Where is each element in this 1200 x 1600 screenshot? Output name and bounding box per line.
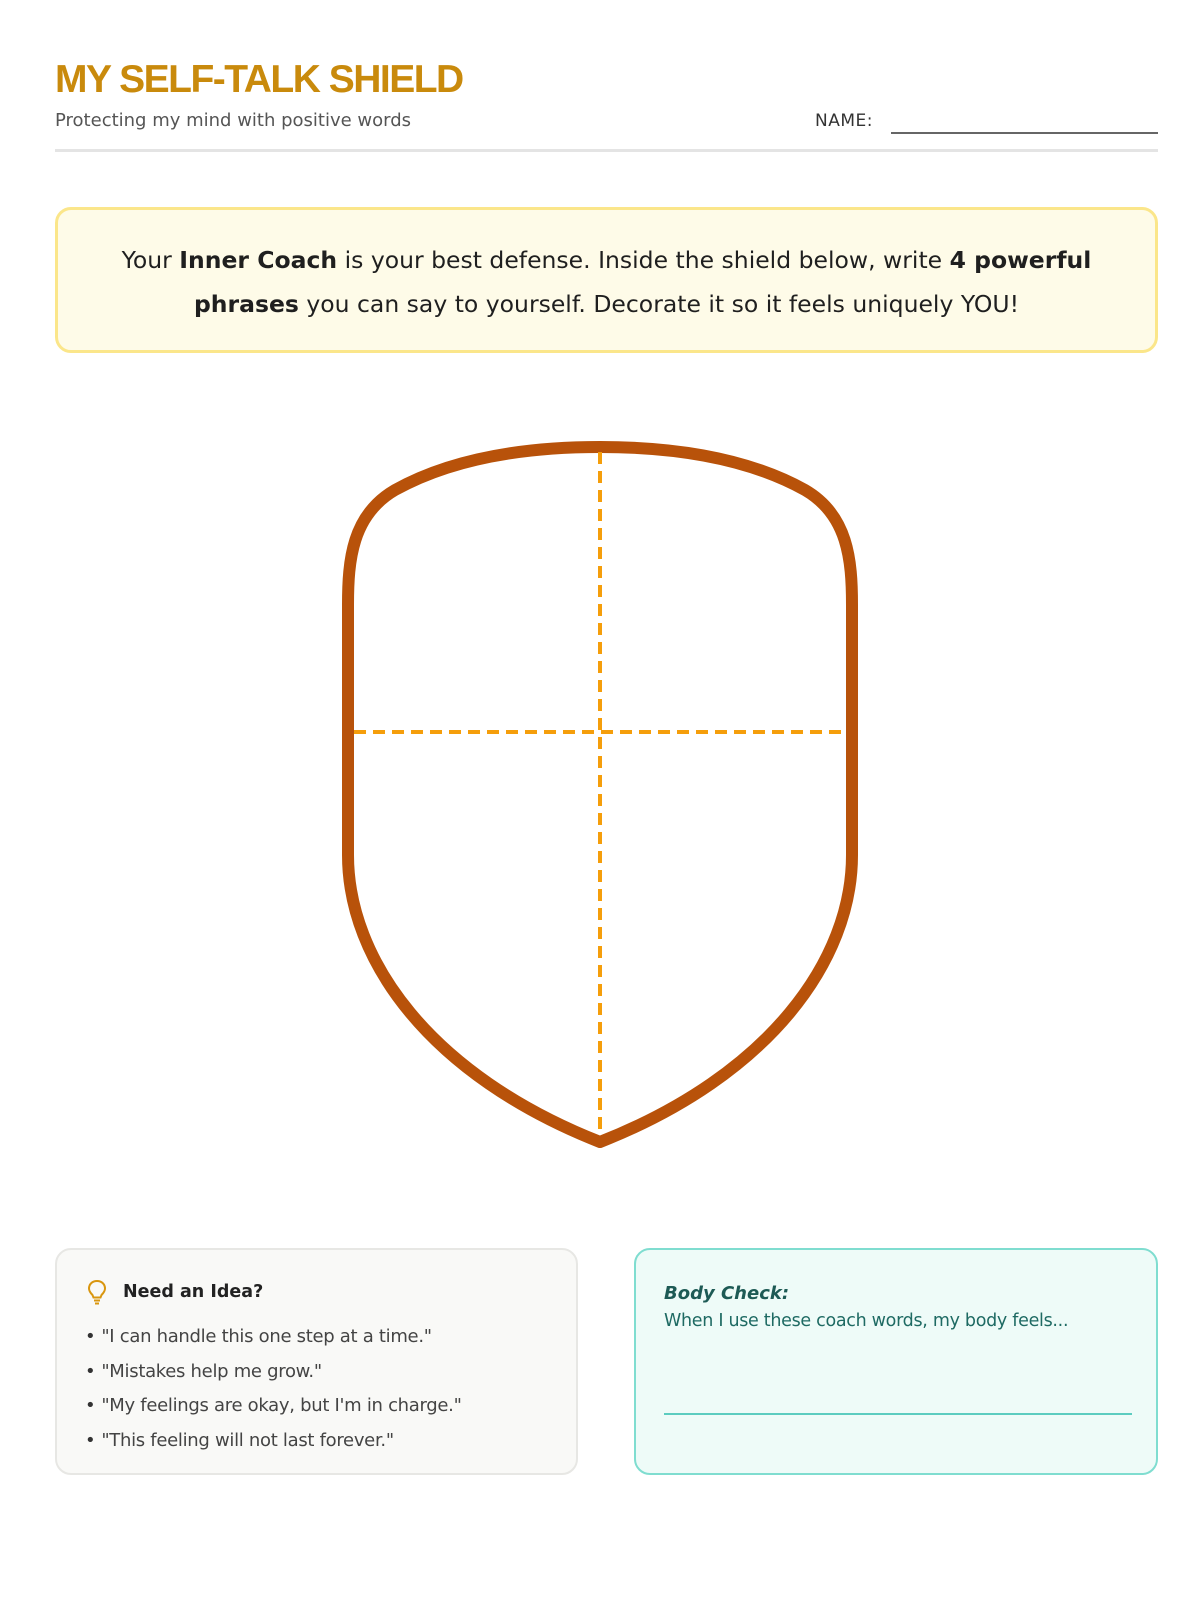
body-check-answer-line[interactable]: [664, 1413, 1132, 1415]
idea-card-header: [85, 1278, 548, 1306]
intro-text-2: is your best defense. Inside the shield below, write: [337, 246, 950, 274]
idea-card-title: Need an Idea?: [123, 1282, 264, 1302]
page-title: MY SELF-TALK SHIELD: [55, 58, 463, 101]
page-subtitle: Protecting my mind with positive words: [55, 110, 412, 131]
instructions-box: [55, 207, 1158, 353]
idea-card: [55, 1248, 578, 1475]
list-item: • "I can handle this one step at a time.": [85, 1320, 548, 1355]
worksheet-header: [55, 58, 1158, 152]
body-check-prompt: When I use these coach words, my body feels...: [664, 1311, 1069, 1331]
intro-bold-inner-coach: Inner Coach: [179, 246, 338, 274]
name-label: NAME:: [815, 111, 873, 131]
list-item: • "This feeling will not last forever.": [85, 1424, 548, 1459]
body-check-title: Body Check:: [664, 1283, 790, 1304]
intro-bold-four-phrases: 4 powerful phrases: [193, 246, 1092, 318]
lightbulb-icon: [85, 1278, 109, 1306]
list-item: • "My feelings are okay, but I'm in charge.": [85, 1389, 548, 1424]
body-check-card: [634, 1248, 1158, 1475]
intro-text-1: Your: [121, 246, 180, 274]
idea-list: [85, 1320, 548, 1458]
intro-text-3: you can say to yourself. Decorate it so it feels uniquely YOU!: [298, 290, 1020, 318]
list-item: • "Mistakes help me grow.": [85, 1355, 548, 1390]
shield-outline: [348, 447, 852, 1142]
name-field-line[interactable]: [891, 132, 1158, 134]
